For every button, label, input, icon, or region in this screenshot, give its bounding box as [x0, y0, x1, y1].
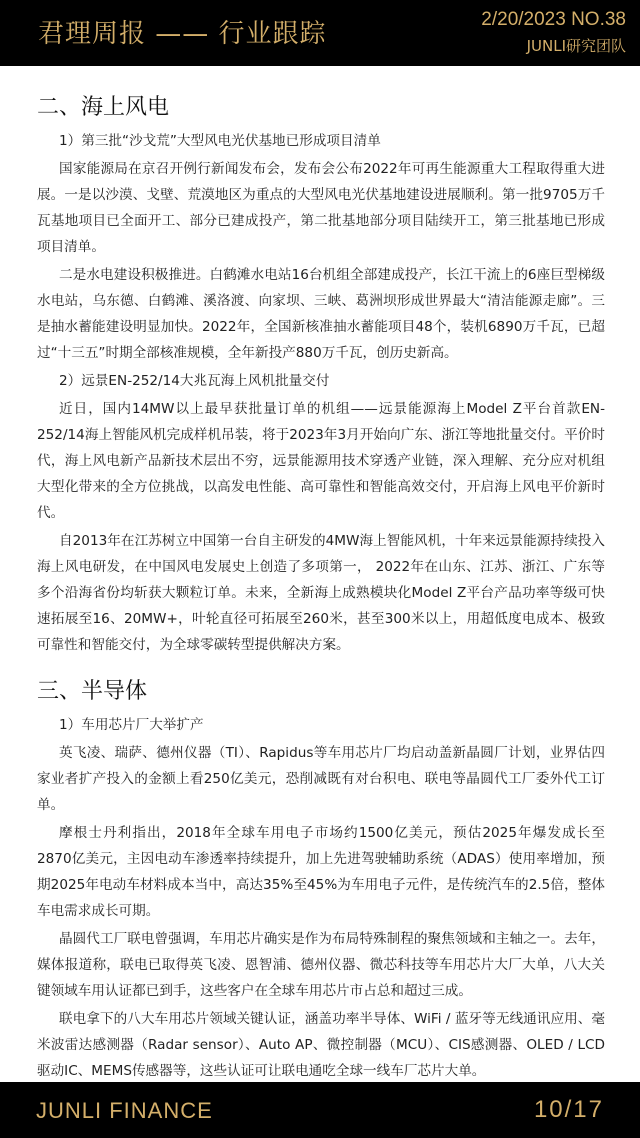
- paragraph: 自2013年在江苏树立中国第一台自主研发的4MW海上智能风机，十年来远景能源持续投入海上风电研发，在中国风电发展史上创造了多项第一， 2022年在山东、江苏、浙江、广东等多个沿海省份均斩获大颗粒订单。未来，全新海上成熟模块化Model Z平台产品功率等级可快速拓展至16、20MW+，叶轮直径可拓展至260米，甚至300米以上，用超低度电成本、极致可靠性和智能交付，为全球零碳转型提供解决方案。: [37, 533, 605, 653]
- subsection-heading: 1）第三批“沙戈荒”大型风电光伏基地已形成项目清单: [59, 133, 381, 149]
- paragraph: 二是水电建设积极推进。白鹤滩水电站16台机组全部建成投产，长江干流上的6座巨型梯级水电站，乌东德、白鹤滩、溪洛渡、向家坝、三峡、葛洲坝形成世界最大“清洁能源走廊”。三是抽水蓄能建设明显加快。2022年，全国新核准抽水蓄能项目48个，装机6890万千瓦，已超过“十三五”时期全部核准规模，全年新投产880万千瓦，创历史新高。: [37, 267, 605, 361]
- paragraph: 英飞凌、瑞萨、德州仪器（TI）、Rapidus等车用芯片厂均启动盖新晶圆厂计划，业界估四家业者扩产投入的金额上看250亿美元，恐削减既有对台积电、联电等晶圆代工厂委外代工订单。: [37, 745, 605, 813]
- paragraph: 国家能源局在京召开例行新闻发布会，发布会公布2022年可再生能源重大工程取得重大进展。一是以沙漠、戈壁、荒漠地区为重点的大型风电光伏基地建设进展顺利。第一批9705万千瓦基地项目已全面开工、部分已建成投产，第二批基地部分项目陆续开工，第三批基地已形成项目清单。: [37, 161, 605, 255]
- report-content: [37, 92, 605, 1086]
- section-title-offshore-wind: 二、海上风电: [37, 95, 170, 120]
- report-title: 君理周报 —— 行业跟踪: [38, 19, 327, 49]
- paragraph: 晶圆代工厂联电曾强调，车用芯片确实是作为布局特殊制程的聚焦领域和主轴之一。去年，媒体报道称，联电已取得英飞凌、恩智浦、德州仪器、微芯科技等车用芯片大厂大单，八大关键领域车用认证都已到手，这些客户在全球车用芯片市占总和超过三成。: [37, 931, 605, 999]
- subsection-heading: 1）车用芯片厂大举扩产: [59, 717, 204, 733]
- section-title-semiconductor: 三、半导体: [37, 679, 148, 704]
- research-team: JUNLI研究团队: [526, 37, 626, 55]
- paragraph: 联电拿下的八大车用芯片领域关键认证，涵盖功率半导体、WiFi / 蓝牙等无线通讯应用、毫米波雷达感测器（Radar sensor）、Auto AP、微控制器（MCU）、CIS感测器、OLED / LCD驱动IC、MEMS传感器等，这些认证可让联电通吃全球一线车厂芯片大单。: [37, 1011, 605, 1079]
- subsection-heading: 2）远景EN-252/14大兆瓦海上风机批量交付: [59, 373, 330, 389]
- page-number: 10/17: [533, 1096, 604, 1123]
- header-bar: [0, 0, 640, 66]
- footer-bar: [0, 1082, 640, 1138]
- paragraph: 摩根士丹利指出，2018年全球车用电子市场约1500亿美元，预估2025年爆发成长至2870亿美元，主因电动车渗透率持续提升，加上先进驾驶辅助系统（ADAS）使用率增加，预期2025年电动车材料成本当中，高达35%至45%为车用电子元件，是传统汽车的2.5倍，整体车电需求成长可期。: [37, 825, 605, 919]
- footer-brand: JUNLI FINANCE: [36, 1098, 213, 1123]
- paragraph: 近日，国内14MW以上最早获批量订单的机组——远景能源海上Model Z平台首款EN-252/14海上智能风机完成样机吊装，将于2023年3月开始向广东、浙江等地批量交付。平价时代，海上风电新产品新技术层出不穷，远景能源用技术穿透产业链，深入理解、充分应对机组大型化带来的全方位挑战，以高发电性能、高可靠性和智能高效交付，开启海上风电平价新时代。: [37, 401, 605, 521]
- issue-date: 2/20/2023 NO.38: [481, 9, 626, 30]
